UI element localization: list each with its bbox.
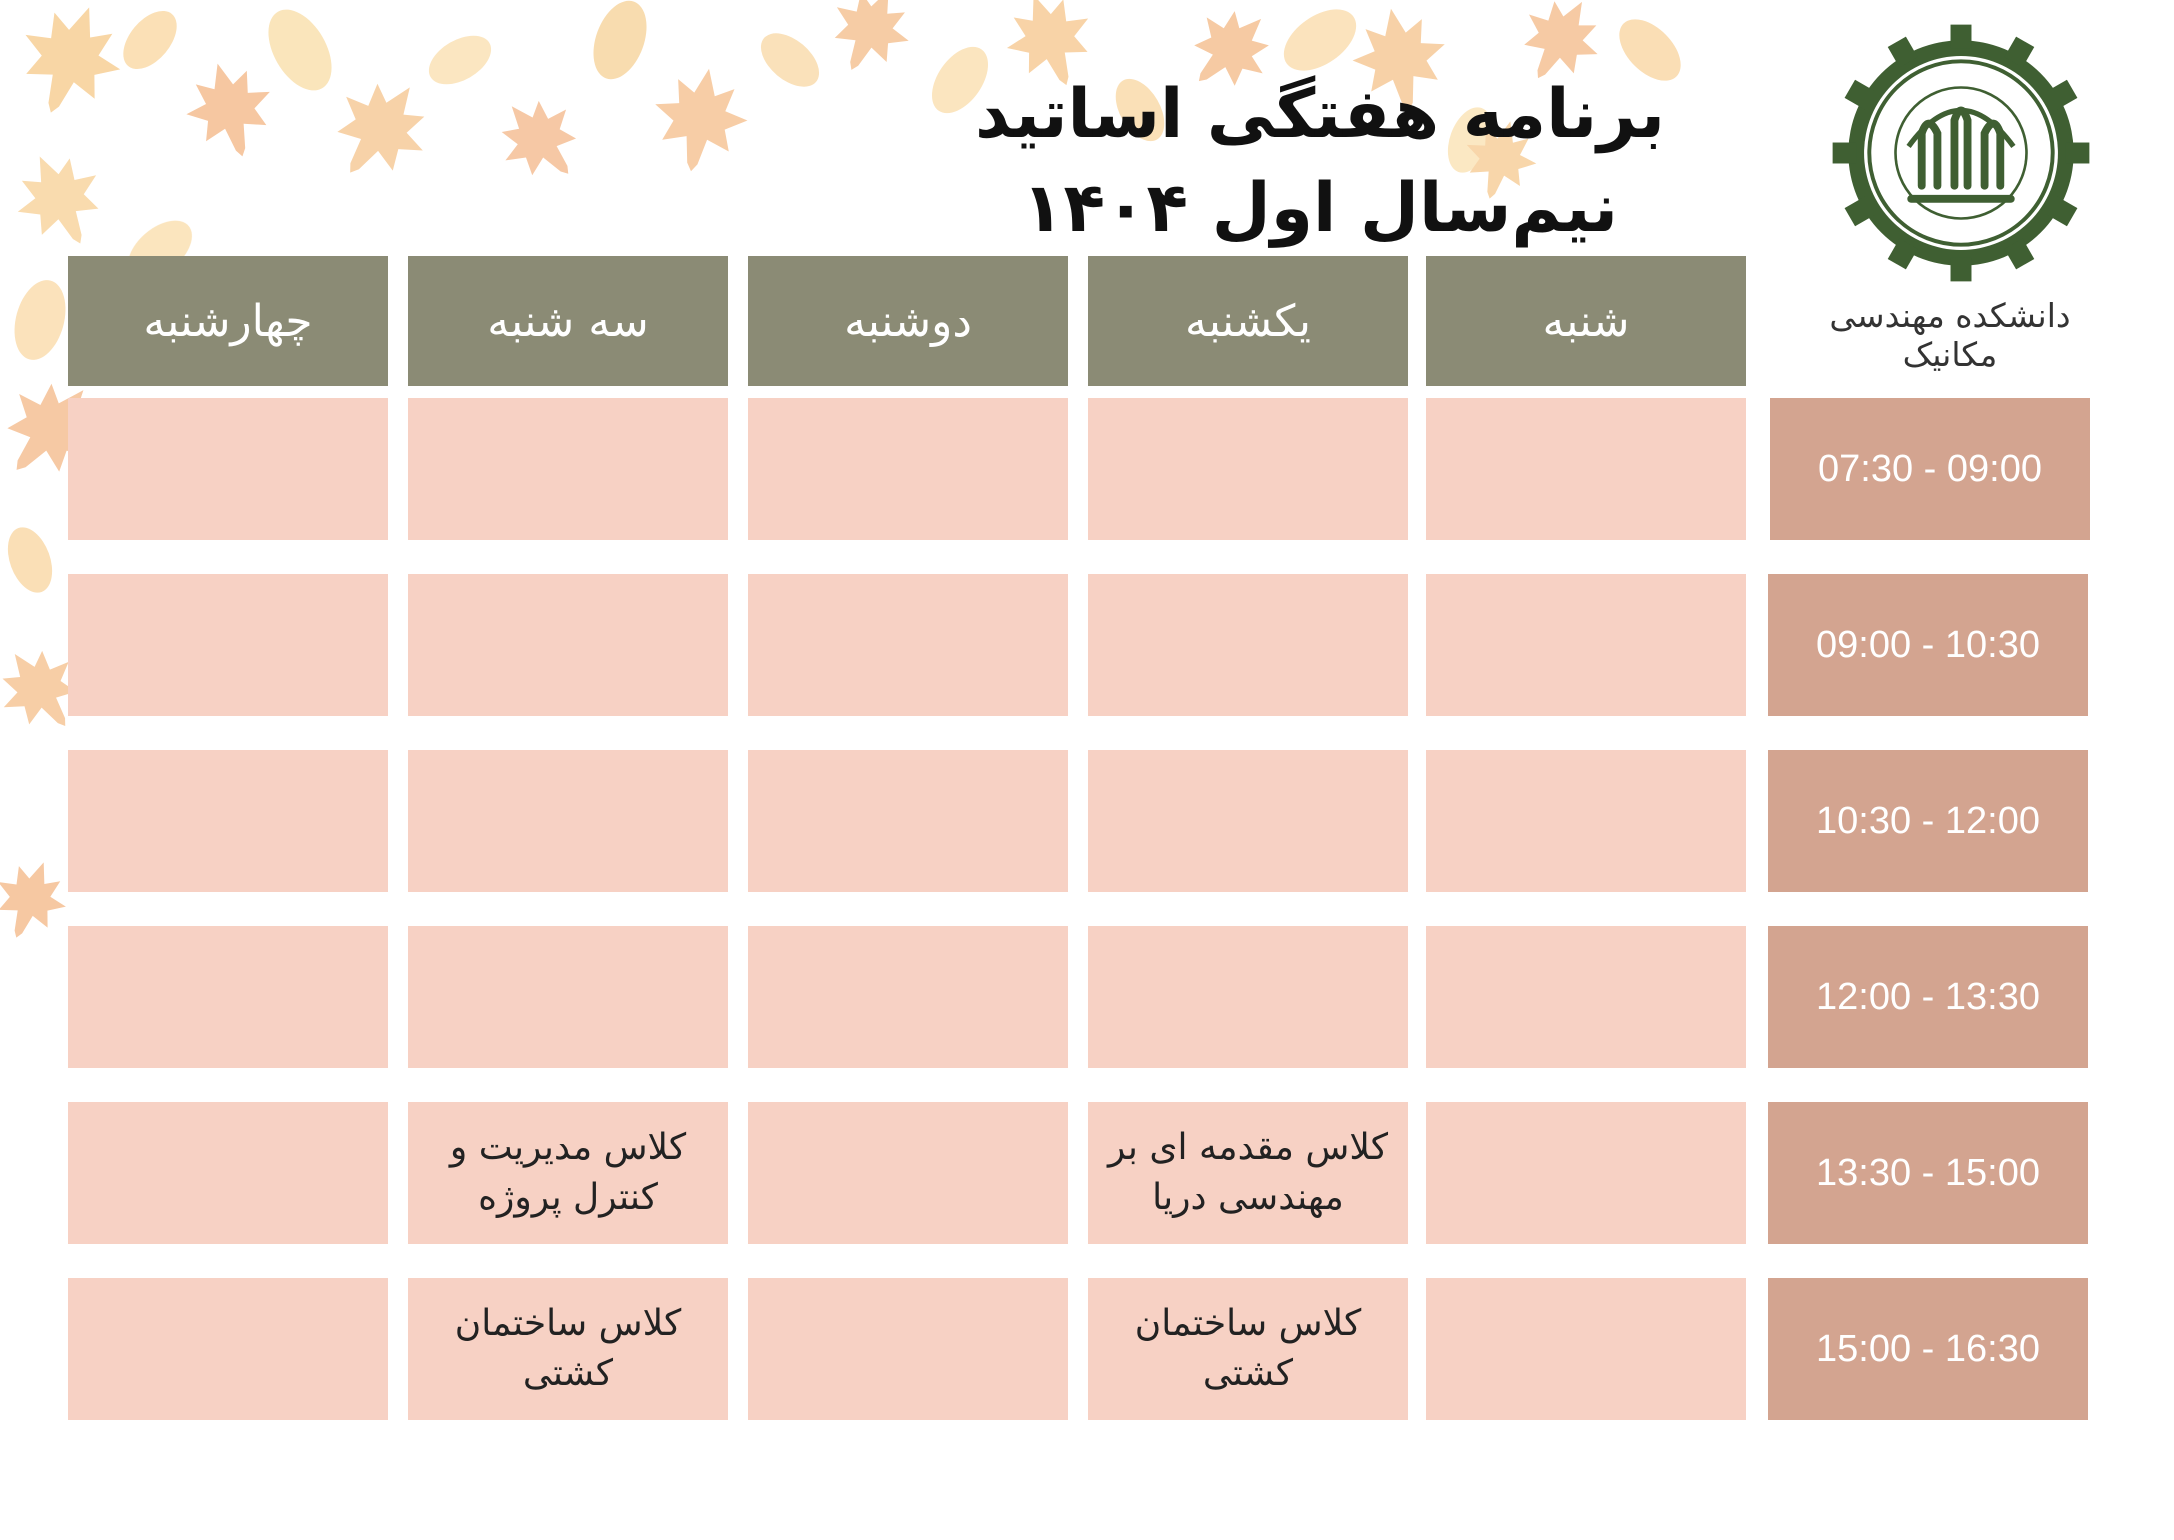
- day-header-saturday: شنبه: [1426, 256, 1746, 386]
- page-title: [700, 68, 1940, 256]
- time-slot-2: 09:00 - 10:30: [1768, 574, 2088, 716]
- day-header-wednesday: چهارشنبه: [68, 256, 388, 386]
- slot-cell-monday-6: [748, 1278, 1068, 1420]
- slot-text: کلاس ساختمان کشتی: [454, 1303, 682, 1394]
- slot-cell-monday-3: [748, 750, 1068, 892]
- slot-cell-saturday-5: [1426, 1102, 1746, 1244]
- slot-cell-sunday-4: [1088, 926, 1408, 1068]
- slot-cell-sunday-1: [1088, 398, 1408, 540]
- title-line-2: نیم‌سال اول ۱۴۰۴: [1022, 169, 1618, 248]
- slot-cell-saturday-2: [1426, 574, 1746, 716]
- slot-cell-tuesday-1: [408, 398, 728, 540]
- time-slot-3: 10:30 - 12:00: [1768, 750, 2088, 892]
- slot-cell-monday-1: [748, 398, 1068, 540]
- slot-cell-wednesday-4: [68, 926, 388, 1068]
- slot-cell-wednesday-2: [68, 574, 388, 716]
- slot-text: کلاس مقدمه ای بر مهندسی دریا: [1108, 1127, 1388, 1218]
- slot-cell-saturday-4: [1426, 926, 1746, 1068]
- slot-cell-sunday-5: [1088, 1102, 1408, 1244]
- title-line-1: برنامه هفتگی اساتید: [974, 75, 1666, 154]
- slot-cell-wednesday-5: [68, 1102, 388, 1244]
- slot-cell-saturday-6: [1426, 1278, 1746, 1420]
- faculty-name: دانشکده مهندسی مکانیک: [1829, 296, 2071, 374]
- slot-cell-wednesday-3: [68, 750, 388, 892]
- day-header-tuesday: سه شنبه: [408, 256, 728, 386]
- slot-text: کلاس مدیریت و کنترل پروژه: [449, 1127, 687, 1218]
- slot-cell-monday-5: [748, 1102, 1068, 1244]
- time-slot-6: 15:00 - 16:30: [1768, 1278, 2088, 1420]
- slot-cell-tuesday-6: [408, 1278, 728, 1420]
- time-slot-4: 12:00 - 13:30: [1768, 926, 2088, 1068]
- sharif-university-seal-icon: [1830, 22, 2092, 284]
- slot-cell-saturday-1: [1426, 398, 1746, 540]
- slot-cell-monday-4: [748, 926, 1068, 1068]
- slot-cell-tuesday-5: [408, 1102, 728, 1244]
- time-slot-5: 13:30 - 15:00: [1768, 1102, 2088, 1244]
- slot-cell-tuesday-4: [408, 926, 728, 1068]
- slot-cell-monday-2: [748, 574, 1068, 716]
- day-header-monday: دوشنبه: [748, 256, 1068, 386]
- slot-cell-sunday-2: [1088, 574, 1408, 716]
- slot-cell-sunday-6: [1088, 1278, 1408, 1420]
- slot-cell-saturday-3: [1426, 750, 1746, 892]
- slot-text: کلاس ساختمان کشتی: [1134, 1303, 1362, 1394]
- slot-cell-tuesday-3: [408, 750, 728, 892]
- slot-cell-sunday-3: [1088, 750, 1408, 892]
- slot-cell-wednesday-1: [68, 398, 388, 540]
- day-header-sunday: یکشنبه: [1088, 256, 1408, 386]
- slot-cell-tuesday-2: [408, 574, 728, 716]
- time-slot-1: 07:30 - 09:00: [1770, 398, 2090, 540]
- slot-cell-wednesday-6: [68, 1278, 388, 1420]
